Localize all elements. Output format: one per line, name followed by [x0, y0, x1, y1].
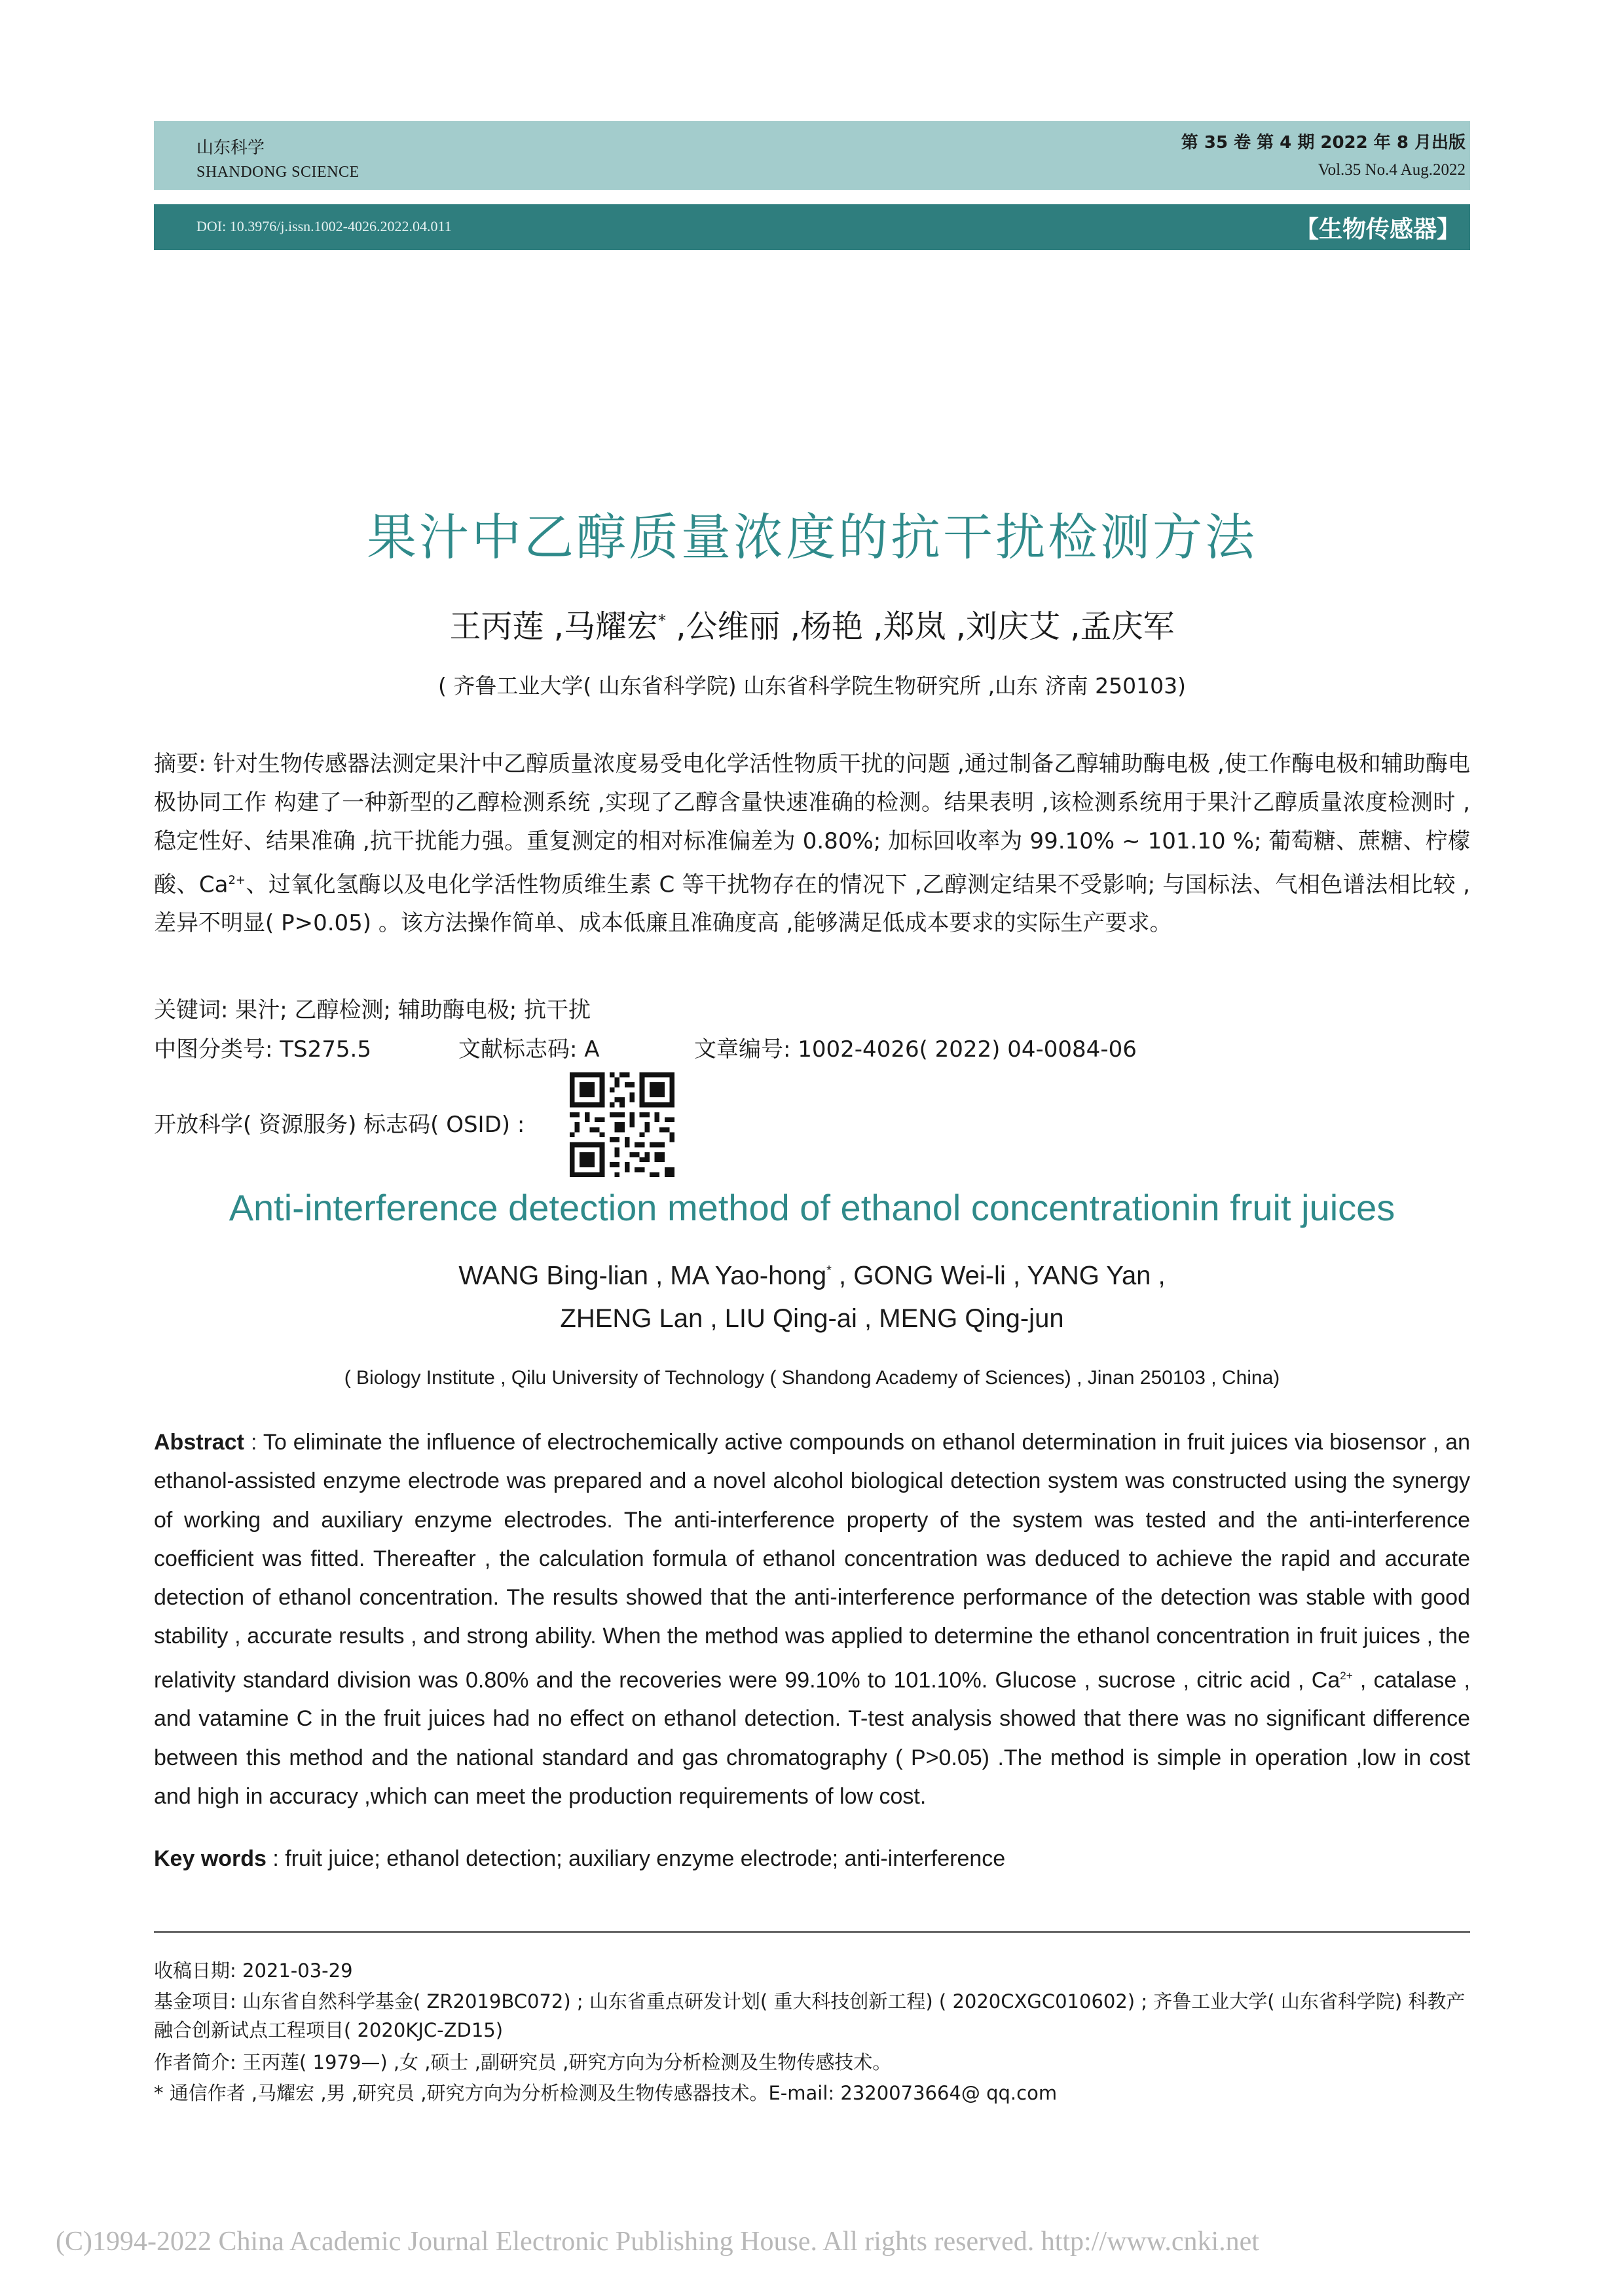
clc-number: 中图分类号: TS275.5	[154, 1036, 371, 1063]
classification-row	[154, 1031, 1470, 1064]
abstract-en: Abstract : To eliminate the influence of electrochemically active compounds on ethanol determination in fruit juices via biosensor , an ethanol-assisted enzyme electrode was prepared and a novel alcohol biological detection system was constructed using the synergy of working and auxiliary enzyme electrodes. The anti-interference property of the system was tested and the anti-interference coefficient was fitted. Thereafter , the calculation formula of ethanol concentration was deduced to achieve the rapid and accurate detection of ethanol concentration. The results showed that the anti-interference performance of the detection was stable with good stability , accurate results , and strong ability. When the method was applied to determine the ethanol concentration in fruit juices , the relativity standard division was 0.80% and the recoveries were 99.10% to 101.10%. Glucose , sucrose , citric acid , $Ca^{2+}$ , catalase , and vatamine C in the fruit juices had no effect on ethanol detection. T-test analysis showed that there was no significant difference between this method and the national standard and gas chromatography ( P>0.05) .The method is simple in operation ,low in cost and high in accuracy ,which can meet the production requirements of low cost.	[154, 1430, 1471, 1809]
section-tag: 【生物传感器】	[1295, 216, 1460, 243]
affiliation-cn: ( 齐鲁工业大学( 山东省科学院) 山东省科学院生物研究所 ,山东 济南 250103)	[438, 673, 1186, 699]
authors-en: WANG Bing-lian , MA Yao-hong* , GONG Wei-li , YANG Yan , ZHENG Lan , LIU Qing-ai , MENG Qing-jun	[458, 1261, 1166, 1334]
corresponding-author: * 通信作者 ,马耀宏 ,男 ,研究员 ,研究方向为分析检测及生物传感器技术。E-mail: 2320073664@ qq.com	[154, 2082, 1058, 2104]
authors-cn: 王丙莲 ,马耀宏* ,公维丽 ,杨艳 ,郑岚 ,刘庆艾 ,孟庆军	[449, 608, 1175, 645]
keywords-cn: 关键词: 果汁; 乙醇检测; 辅助酶电极; 抗干扰	[154, 997, 591, 1023]
title-en: Anti-interference detection method of ethanol concentrationin fruit juices	[229, 1187, 1395, 1228]
funding-note: 基金项目: 山东省自然科学基金( ZR2019BC072) ; 山东省重点研发计划( 重大科技创新工程) ( 2020CXGC010602) ; 齐鲁工业大学( 山东省科学院) 科教产融合创新试点工程项目( 2020KJC-ZD15)	[154, 1990, 1466, 2041]
received-date: 收稿日期: 2021-03-29	[154, 1959, 353, 1982]
issue-info-cn: 第 35 卷 第 4 期 2022 年 8 月出版	[1181, 133, 1466, 153]
journal-name-en: SHANDONG SCIENCE	[196, 164, 360, 181]
abstract-en-label: Abstract	[154, 1430, 244, 1455]
article-number: 文章编号: 1002-4026( 2022) 04-0084-06	[694, 1036, 1137, 1063]
title-cn: 果汁中乙醇质量浓度的抗干扰检测方法	[367, 508, 1257, 566]
doi[interactable]: DOI: 10.3976/j.issn.1002-4026.2022.04.011	[196, 218, 452, 234]
abstract-cn-label: 摘要:	[154, 751, 213, 777]
document-code: 文献标志码: A	[458, 1036, 600, 1063]
abstract-cn: 摘要: 针对生物传感器法测定果汁中乙醇质量浓度易受电化学活性物质干扰的问题 ,通过制备乙醇辅助酶电极 ,使工作酶电极和辅助酶电极协同工作 构建了一种新型的乙醇检测系统 ,实现了乙醇含量快速准确的检测。结果表明 ,该检测系统用于果汁乙醇质量浓度检测时 ,稳定性好、结果准确 ,抗干扰能力强。重复测定的相对标准偏差为 0.80%; 加标回收率为 99.10% ~ 101.10 %; 葡萄糖、蔗糖、柠檬酸、$Ca^{2+}$、过氧化氢酶以及电化学活性物质维生素 C 等干扰物存在的情况下 ,乙醇测定结果不受影响; 与国标法、气相色谱法相比较 ,差异不明显( P>0.05) 。该方法操作简单、成本低廉且准确度高 ,能够满足低成本要求的实际生产要求。	[154, 751, 1471, 937]
affiliation-en: ( Biology Institute , Qilu University of Technology ( Shandong Academy of Sciences) , Jinan 250103 , China)	[344, 1367, 1280, 1389]
issue-info-en: Vol.35 No.4 Aug.2022	[1318, 161, 1466, 179]
footnote-divider	[154, 1931, 1470, 1933]
copyright-watermark: (C)1994-2022 China Academic Journal Electronic Publishing House. All rights reserved. http://www.cnki.net	[56, 2227, 1259, 2257]
author-bio: 作者简介: 王丙莲( 1979—) ,女 ,硕士 ,副研究员 ,研究方向为分析检测及生物传感技术。	[154, 2051, 892, 2073]
osid-label: 开放科学( 资源服务) 标志码( OSID) :	[154, 1112, 525, 1138]
qr-code-icon[interactable]	[570, 1072, 674, 1177]
journal-name-cn: 山东科学	[196, 138, 265, 158]
keywords-en: Key words : fruit juice; ethanol detection; auxiliary enzyme electrode; anti-interference	[154, 1846, 1006, 1871]
